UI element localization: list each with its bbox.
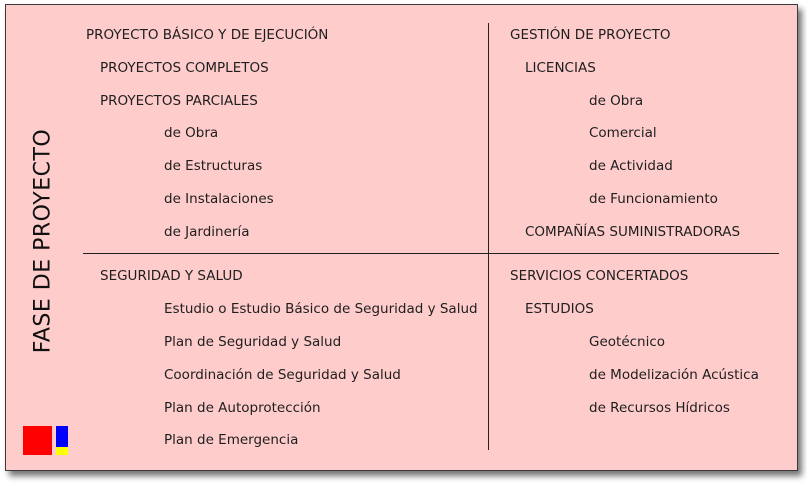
vertical-divider xyxy=(488,23,489,450)
top-left-item: de Instalaciones xyxy=(164,191,274,207)
top-left-item: de Jardinería xyxy=(164,224,250,240)
top-left-sub2: PROYECTOS PARCIALES xyxy=(100,93,258,109)
logo-blue-block xyxy=(56,426,68,447)
side-title: FASE DE PROYECTO xyxy=(30,128,56,354)
bottom-left-item: Plan de Seguridad y Salud xyxy=(164,334,342,350)
bottom-left-item: Coordinación de Seguridad y Salud xyxy=(164,367,401,383)
top-left-sub1: PROYECTOS COMPLETOS xyxy=(100,60,269,76)
top-left-item: de Obra xyxy=(164,125,219,141)
top-right-item: de Funcionamiento xyxy=(589,191,718,207)
bottom-right-heading: SERVICIOS CONCERTADOS xyxy=(510,268,689,284)
logo-red-square xyxy=(23,426,52,455)
top-right-sub2: COMPAÑÍAS SUMINISTRADORAS xyxy=(525,224,741,240)
top-right-item: de Obra xyxy=(589,93,644,109)
top-right-sub1: LICENCIAS xyxy=(525,60,596,76)
bottom-left-item: Plan de Autoprotección xyxy=(164,400,321,416)
bottom-right-item: Geotécnico xyxy=(589,334,666,350)
bottom-right-item: de Modelización Acústica xyxy=(589,367,759,383)
top-left-heading: PROYECTO BÁSICO Y DE EJECUCIÓN xyxy=(86,27,329,43)
top-right-item: Comercial xyxy=(589,125,657,141)
horizontal-divider xyxy=(83,253,779,254)
diagram-frame xyxy=(5,4,798,471)
top-right-item: de Actividad xyxy=(589,158,673,174)
top-left-item: de Estructuras xyxy=(164,158,263,174)
bottom-left-item: Plan de Emergencia xyxy=(164,432,299,448)
bottom-right-item: de Recursos Hídricos xyxy=(589,400,730,416)
top-right-heading: GESTIÓN DE PROYECTO xyxy=(510,27,671,43)
logo-yellow-block xyxy=(56,447,68,455)
bottom-right-sub1: ESTUDIOS xyxy=(525,301,594,317)
bottom-left-item: Estudio o Estudio Básico de Seguridad y Salud xyxy=(164,301,478,317)
bottom-left-heading: SEGURIDAD Y SALUD xyxy=(100,268,243,284)
